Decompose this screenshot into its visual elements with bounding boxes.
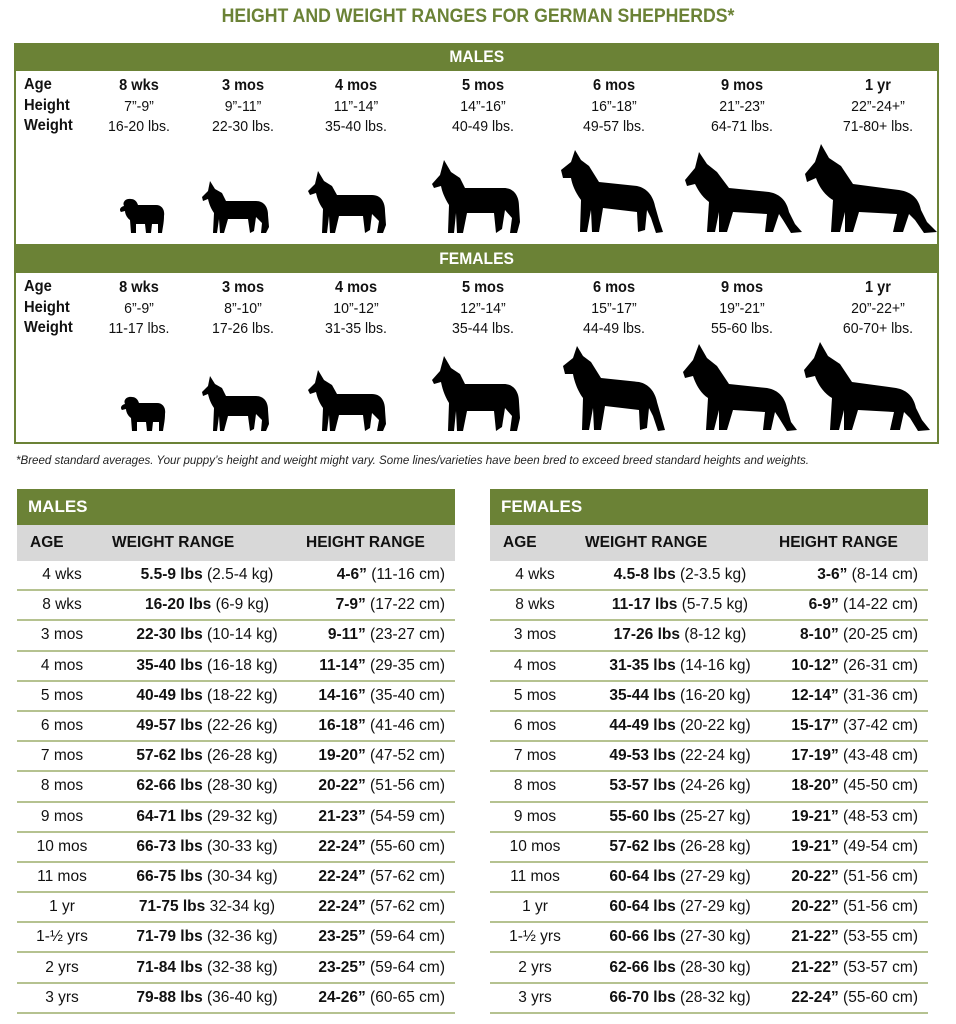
table-row (490, 984, 928, 1014)
weight-kg: (6-9 kg) (211, 596, 270, 614)
weight-cell (580, 928, 770, 946)
females-column-headers (490, 525, 928, 561)
age-cell: 3 yrs (45, 988, 79, 1006)
weight-cell (580, 566, 770, 584)
height-cell (770, 898, 928, 916)
height-cell (297, 898, 455, 916)
dog-silhouette-icon (683, 148, 803, 234)
table-row (17, 984, 455, 1014)
row-label-height: Height (24, 298, 70, 316)
height-cell (770, 687, 928, 705)
height-in: 21-22” (791, 928, 839, 946)
weight-lbs: 4.5-8 lbs (613, 566, 676, 584)
table-row (490, 682, 928, 712)
height-cell (297, 959, 455, 977)
weight-kg: (29-32 kg) (202, 807, 278, 825)
males-column-headers (17, 525, 455, 561)
age-cell: 3 mos (40, 626, 84, 644)
height-cm: (49-54 cm) (838, 837, 918, 855)
table-row (17, 772, 455, 802)
weight-cell (107, 928, 297, 946)
males-dog-silhouettes (16, 134, 937, 234)
dog-silhouette-icon (430, 158, 522, 234)
age-cell: 1 yr (49, 898, 75, 916)
table-row (17, 893, 455, 923)
height-cm: (26-31 cm) (838, 656, 918, 674)
puppy-silhouette-icon (119, 394, 167, 432)
table-row (17, 863, 455, 893)
males-col-3mos: 3 mos 9”-11” 22-30 lbs. (212, 77, 274, 135)
height-cell (297, 657, 455, 675)
weight-cell (107, 717, 297, 735)
height-cell (770, 838, 928, 856)
age-cell: 9 mos (513, 807, 557, 825)
height-cm: (48-53 cm) (838, 807, 918, 825)
height-in: 22-24” (318, 867, 366, 885)
age-cell: 7 mos (40, 747, 84, 765)
weight-cell (580, 838, 770, 856)
weight-cell (580, 657, 770, 675)
table-row (17, 742, 455, 772)
height-in: 22-24” (318, 898, 366, 916)
age-cell: 8 wks (515, 596, 555, 614)
dog-silhouette-icon (200, 179, 270, 234)
table-row (17, 621, 455, 651)
age-cell: 5 mos (40, 686, 84, 704)
females-col-8wks: 8 wks 6”-9” 11-17 lbs. (108, 279, 170, 337)
dog-silhouette-icon (200, 374, 270, 432)
weight-cell (107, 959, 297, 977)
age-cell: 1 yr (522, 898, 548, 916)
weight-kg: (22-24 kg) (675, 747, 751, 765)
height-in: 18-20” (791, 777, 839, 795)
height-cm: (41-46 cm) (365, 717, 445, 735)
females-col-1yr: 1 yr 20”-22+” 60-70+ lbs. (842, 279, 914, 337)
age-cell: 9 mos (40, 807, 84, 825)
weight-cell (580, 989, 770, 1007)
females-col-3mos: 3 mos 8”-10” 17-26 lbs. (212, 279, 274, 337)
weight-lbs: 5.5-9 lbs (140, 566, 203, 584)
height-cm: (37-42 cm) (838, 717, 918, 735)
table-row (490, 652, 928, 682)
age-cell: 2 yrs (518, 958, 552, 976)
table-row (490, 712, 928, 742)
weight-kg: (25-27 kg) (675, 807, 751, 825)
table-row (490, 923, 928, 953)
weight-lbs: 40-49 lbs (136, 686, 203, 704)
weight-kg: (32-38 kg) (202, 958, 278, 976)
weight-lbs: 62-66 lbs (136, 777, 203, 795)
height-in: 19-21” (791, 837, 839, 855)
age-cell: 7 mos (513, 747, 557, 765)
col-header-age: AGE (503, 534, 537, 551)
weight-kg: (14-16 kg) (675, 656, 751, 674)
row-label-age: Age (24, 278, 52, 295)
height-cm: (31-36 cm) (838, 686, 918, 704)
weight-lbs: 49-53 lbs (609, 747, 676, 765)
dog-silhouette-icon (561, 344, 666, 432)
weight-kg: (2-3.5 kg) (675, 566, 747, 584)
weight-cell (580, 868, 770, 886)
weight-lbs: 49-57 lbs (136, 717, 203, 735)
height-cm: (43-48 cm) (838, 747, 918, 765)
height-cell (297, 566, 455, 584)
females-dog-silhouettes (16, 332, 937, 432)
weight-cell (580, 898, 770, 916)
height-in: 24-26” (318, 988, 366, 1006)
age-cell: 5 mos (513, 686, 557, 704)
weight-kg: (26-28 kg) (675, 837, 751, 855)
height-cm: (11-16 cm) (366, 566, 445, 584)
weight-lbs: 66-75 lbs (136, 867, 203, 885)
weight-lbs: 66-73 lbs (136, 837, 203, 855)
table-row (17, 923, 455, 953)
height-cm: (60-65 cm) (365, 988, 445, 1006)
height-in: 20-22” (791, 867, 839, 885)
weight-cell (580, 687, 770, 705)
height-cell (297, 989, 455, 1007)
age-cell: 3 mos (513, 626, 557, 644)
col-header-height: HEIGHT RANGE (306, 534, 425, 551)
dog-silhouette-icon (803, 142, 938, 234)
weight-lbs: 79-88 lbs (136, 988, 203, 1006)
weight-kg: (8-12 kg) (680, 626, 747, 644)
males-table (17, 489, 455, 1014)
weight-kg: (20-22 kg) (675, 717, 751, 735)
weight-cell (107, 657, 297, 675)
height-cell (770, 747, 928, 765)
row-label-height: Height (24, 96, 70, 114)
height-in: 20-22” (318, 777, 366, 795)
females-band: FEMALES (16, 245, 937, 273)
weight-kg: (28-30 kg) (202, 777, 278, 795)
weight-kg: (16-20 kg) (675, 686, 751, 704)
table-row (490, 953, 928, 983)
weight-kg: (22-26 kg) (202, 717, 278, 735)
weight-kg: (27-29 kg) (675, 867, 751, 885)
height-cell (297, 687, 455, 705)
height-cell (297, 777, 455, 795)
height-cm: (59-64 cm) (365, 958, 445, 976)
col-header-height: HEIGHT RANGE (779, 534, 898, 551)
weight-kg: (5-7.5 kg) (677, 596, 749, 614)
dog-silhouette-icon (802, 340, 932, 432)
females-table-title: FEMALES (490, 489, 928, 525)
weight-cell (107, 868, 297, 886)
height-cell (770, 928, 928, 946)
height-in: 9-11” (327, 626, 366, 644)
weight-cell (107, 626, 297, 644)
weight-cell (580, 596, 770, 614)
height-in: 20-22” (791, 898, 839, 916)
weight-kg: (10-14 kg) (202, 626, 278, 644)
height-in: 15-17” (791, 717, 839, 735)
age-cell: 10 mos (509, 837, 561, 855)
table-row (17, 591, 455, 621)
height-cell (297, 626, 455, 644)
females-col-6mos: 6 mos 15”-17” 44-49 lbs. (583, 279, 645, 337)
height-in: 21-23” (318, 807, 366, 825)
table-row (490, 893, 928, 923)
females-table-body (490, 561, 928, 1014)
weight-cell (580, 626, 770, 644)
weight-kg: (30-33 kg) (202, 837, 278, 855)
height-cell (770, 989, 928, 1007)
age-cell: 2 yrs (45, 958, 79, 976)
height-cm: (59-64 cm) (365, 928, 445, 946)
height-cell (770, 717, 928, 735)
height-cell (297, 868, 455, 886)
height-cell (297, 838, 455, 856)
males-table-title: MALES (17, 489, 455, 525)
height-cm: (17-22 cm) (365, 596, 445, 614)
weight-kg: (26-28 kg) (202, 747, 278, 765)
height-in: 23-25” (318, 958, 366, 976)
height-in: 6-9” (808, 596, 839, 614)
weight-kg: (30-34 kg) (202, 867, 278, 885)
age-cell: 4 wks (515, 566, 555, 584)
weight-kg: (2.5-4 kg) (202, 566, 274, 584)
table-row (490, 803, 928, 833)
weight-lbs: 60-66 lbs (609, 928, 676, 946)
age-cell: 3 yrs (518, 988, 552, 1006)
col-header-weight: WEIGHT RANGE (112, 534, 235, 551)
table-row (17, 712, 455, 742)
weight-lbs: 22-30 lbs (136, 626, 203, 644)
table-row (490, 863, 928, 893)
row-label-weight: Weight (24, 117, 73, 134)
height-in: 21-22” (791, 958, 839, 976)
weight-lbs: 57-62 lbs (609, 837, 676, 855)
weight-lbs: 60-64 lbs (609, 867, 676, 885)
weight-lbs: 35-44 lbs (609, 686, 676, 704)
males-silhouette-panel (14, 43, 939, 246)
puppy-silhouette-icon (118, 196, 166, 234)
dog-silhouette-icon (681, 342, 799, 432)
height-cell (770, 626, 928, 644)
females-col-4mos: 4 mos 10”-12” 31-35 lbs. (325, 279, 387, 337)
weight-cell (580, 959, 770, 977)
height-cm: (51-56 cm) (365, 777, 445, 795)
height-cm: (55-60 cm) (838, 988, 918, 1006)
height-cm: (53-55 cm) (838, 928, 918, 946)
weight-lbs: 16-20 lbs (144, 596, 212, 614)
height-in: 22-24” (791, 988, 839, 1006)
height-cm: (47-52 cm) (365, 747, 445, 765)
age-cell: 11 mos (37, 867, 87, 885)
weight-kg: (36-40 kg) (202, 988, 278, 1006)
col-header-age: AGE (30, 534, 64, 551)
height-in: 19-20” (318, 747, 366, 765)
dog-silhouette-icon (559, 148, 664, 234)
weight-cell (580, 747, 770, 765)
age-cell: 6 mos (513, 717, 557, 735)
height-cm: (57-62 cm) (365, 898, 445, 916)
males-col-9mos: 9 mos 21”-23” 64-71 lbs. (711, 77, 773, 135)
weight-lbs: 71-75 lbs (138, 898, 206, 916)
weight-lbs: 31-35 lbs (609, 656, 676, 674)
weight-kg: (28-32 kg) (675, 988, 751, 1006)
footnote: *Breed standard averages. Your puppy’s height and weight might vary. Some lines/varieties have been bred to exceed breed standard heights and weights. (16, 453, 809, 467)
age-cell: 1-½ yrs (509, 928, 561, 946)
weight-cell (107, 838, 297, 856)
height-in: 14-16” (318, 686, 366, 704)
weight-cell (107, 808, 297, 826)
height-in: 16-18” (318, 717, 366, 735)
table-row (17, 953, 455, 983)
age-cell: 6 mos (40, 717, 84, 735)
weight-lbs: 62-66 lbs (609, 958, 676, 976)
weight-lbs: 11-17 lbs (611, 596, 678, 614)
weight-lbs: 64-71 lbs (136, 807, 203, 825)
table-row (17, 833, 455, 863)
height-cm: (23-27 cm) (365, 626, 445, 644)
height-in: 3-6” (817, 566, 848, 584)
height-in: 22-24” (318, 837, 366, 855)
weight-cell (107, 596, 297, 614)
height-cm: (53-57 cm) (838, 958, 918, 976)
females-silhouette-panel (14, 245, 939, 444)
table-row (490, 742, 928, 772)
age-cell: 4 wks (42, 566, 82, 584)
weight-kg: (18-22 kg) (202, 686, 278, 704)
weight-kg: (27-30 kg) (675, 928, 751, 946)
weight-lbs: 44-49 lbs (609, 717, 676, 735)
height-cm: (57-62 cm) (365, 867, 445, 885)
age-cell: 8 mos (40, 777, 84, 795)
weight-lbs: 71-79 lbs (136, 928, 203, 946)
height-in: 11-14” (319, 656, 366, 674)
weight-lbs: 71-84 lbs (136, 958, 203, 976)
weight-lbs: 55-60 lbs (609, 807, 676, 825)
height-cell (297, 596, 455, 614)
page-title: HEIGHT AND WEIGHT RANGES FOR GERMAN SHEPHERDS* (221, 6, 735, 27)
height-in: 12-14” (791, 686, 839, 704)
height-in: 4-6” (336, 566, 367, 584)
dog-silhouette-icon (306, 169, 388, 234)
table-row (490, 621, 928, 651)
height-cm: (29-35 cm) (365, 656, 445, 674)
height-cell (297, 808, 455, 826)
weight-kg: (24-26 kg) (675, 777, 751, 795)
table-row (17, 682, 455, 712)
table-row (17, 561, 455, 591)
weight-lbs: 57-62 lbs (136, 747, 203, 765)
table-row (490, 833, 928, 863)
males-table-body (17, 561, 455, 1014)
height-cm: (51-56 cm) (838, 898, 918, 916)
height-cm: (35-40 cm) (365, 686, 445, 704)
weight-lbs: 35-40 lbs (136, 656, 203, 674)
height-cm: (45-50 cm) (838, 777, 918, 795)
males-col-4mos: 4 mos 11”-14” 35-40 lbs. (325, 77, 387, 135)
males-col-5mos: 5 mos 14”-16” 40-49 lbs. (452, 77, 514, 135)
age-cell: 1-½ yrs (36, 928, 88, 946)
age-cell: 10 mos (36, 837, 88, 855)
age-cell: 11 mos (510, 867, 560, 885)
females-table (490, 489, 928, 1014)
age-cell: 8 mos (513, 777, 557, 795)
weight-kg: (16-18 kg) (202, 656, 278, 674)
weight-kg: 32-34 kg) (205, 898, 276, 916)
table-row (17, 652, 455, 682)
weight-kg: (28-30 kg) (675, 958, 751, 976)
height-cm: (14-22 cm) (838, 596, 918, 614)
table-row (490, 591, 928, 621)
weight-kg: (27-29 kg) (675, 898, 751, 916)
height-cm: (8-14 cm) (847, 566, 918, 584)
males-col-6mos: 6 mos 16”-18” 49-57 lbs. (583, 77, 645, 135)
height-in: 8-10” (799, 626, 839, 644)
height-cell (770, 566, 928, 584)
height-in: 17-19” (791, 747, 839, 765)
weight-cell (580, 808, 770, 826)
row-label-weight: Weight (24, 319, 73, 336)
females-col-9mos: 9 mos 19”-21” 55-60 lbs. (711, 279, 773, 337)
weight-cell (107, 747, 297, 765)
males-col-8wks: 8 wks 7”-9” 16-20 lbs. (108, 77, 170, 135)
height-in: 10-12” (791, 656, 839, 674)
row-label-age: Age (24, 76, 52, 93)
height-in: 19-21” (791, 807, 839, 825)
weight-lbs: 60-64 lbs (609, 898, 676, 916)
weight-kg: (32-36 kg) (202, 928, 278, 946)
dog-silhouette-icon (430, 354, 522, 432)
height-cell (297, 928, 455, 946)
table-row (490, 772, 928, 802)
males-band: MALES (16, 43, 937, 71)
weight-cell (580, 777, 770, 795)
height-cell (770, 868, 928, 886)
weight-cell (107, 898, 297, 916)
height-in: 7-9” (335, 596, 366, 614)
age-cell: 4 mos (40, 656, 84, 674)
females-col-5mos: 5 mos 12”-14” 35-44 lbs. (452, 279, 514, 337)
weight-cell (580, 717, 770, 735)
height-cell (297, 747, 455, 765)
weight-cell (107, 566, 297, 584)
height-cell (770, 777, 928, 795)
weight-lbs: 66-70 lbs (609, 988, 676, 1006)
height-cm: (51-56 cm) (838, 867, 918, 885)
weight-cell (107, 989, 297, 1007)
weight-lbs: 53-57 lbs (609, 777, 676, 795)
weight-lbs: 17-26 lbs (613, 626, 680, 644)
males-col-1yr: 1 yr 22”-24+” 71-80+ lbs. (842, 77, 914, 135)
height-cm: (54-59 cm) (365, 807, 445, 825)
weight-cell (107, 687, 297, 705)
table-row (490, 561, 928, 591)
height-in: 23-25” (318, 928, 366, 946)
height-cell (297, 717, 455, 735)
weight-cell (107, 777, 297, 795)
height-cell (770, 808, 928, 826)
col-header-weight: WEIGHT RANGE (585, 534, 708, 551)
height-cell (770, 959, 928, 977)
table-row (17, 803, 455, 833)
dog-silhouette-icon (306, 368, 388, 432)
height-cm: (55-60 cm) (365, 837, 445, 855)
height-cm: (20-25 cm) (838, 626, 918, 644)
height-cell (770, 596, 928, 614)
height-cell (770, 657, 928, 675)
age-cell: 4 mos (513, 656, 557, 674)
age-cell: 8 wks (42, 596, 82, 614)
